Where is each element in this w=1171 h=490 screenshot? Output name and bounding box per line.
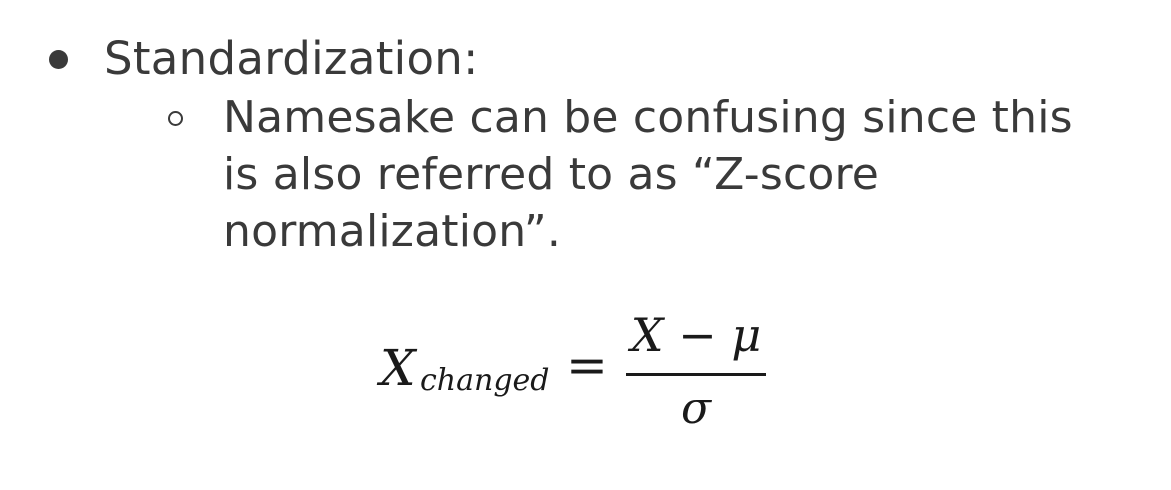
- sub-bullet-item-namesake: [168, 89, 1073, 260]
- sub-bullet-text: [223, 89, 1073, 260]
- sub-bullet-line: Namesake can be confusing since this: [223, 92, 1073, 143]
- filled-bullet-icon: [49, 50, 68, 69]
- formula-numerator: X − μ: [630, 308, 762, 362]
- z-score-formula: [380, 305, 800, 445]
- formula-fraction-bar: [626, 373, 766, 376]
- formula-equals-sign: =: [566, 336, 608, 394]
- formula-lhs-subscript: changed: [420, 363, 550, 398]
- bullet-item-standardization: [49, 29, 479, 89]
- sub-bullet-line: is also referred to as “Z-score: [223, 149, 880, 200]
- bullet-text: Standardization:: [104, 32, 479, 85]
- sub-bullet-line: normalization”.: [223, 206, 562, 257]
- formula-denominator: σ: [680, 383, 712, 434]
- formula-lhs-symbol: X: [380, 339, 416, 397]
- hollow-bullet-icon: [168, 111, 183, 126]
